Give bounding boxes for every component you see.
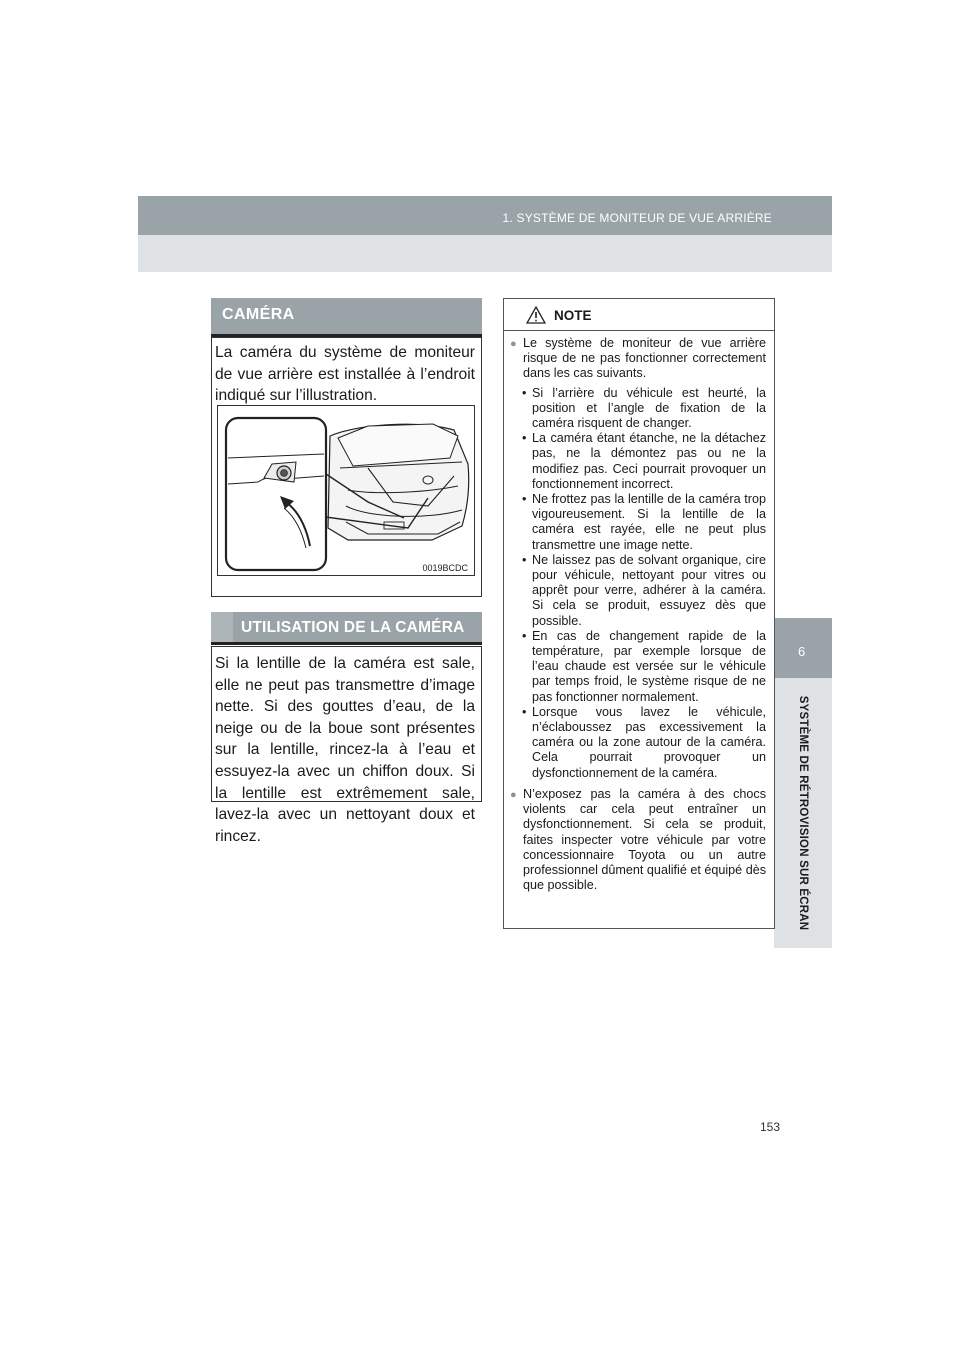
note-sub-list	[510, 386, 766, 781]
note-item	[510, 336, 766, 382]
section-title-camera: CAMÉRA	[222, 306, 295, 323]
illustration-code: 0019BCDC	[422, 563, 468, 573]
dot-icon: •	[522, 552, 527, 567]
car-rear-camera-drawing	[218, 406, 474, 575]
dot-icon: •	[522, 431, 527, 446]
note-sub-item: • Lorsque vous lavez le véhicule, n’éclaboussez pas excessivement la caméra ou la zone autour de la caméra. Cela pourrait provoquer un dysfonctionnement de la caméra.	[522, 704, 766, 780]
side-tab-label: SYSTÈME DE RÉTROVISION SUR ÉCRAN	[797, 695, 809, 931]
dot-icon: •	[522, 492, 527, 507]
note-item	[510, 787, 766, 893]
section-title-usage: UTILISATION DE LA CAMÉRA	[241, 619, 465, 636]
note-sub-item: • Ne laissez pas de solvant organique, cire pour véhicule, nettoyant pour vitres ou apprêt pour verre, adhérer à la caméra. Si cela se produit, essuyez dès que possible.	[522, 552, 766, 628]
note-item-text: N’exposez pas la caméra à des chocs violents car cela peut entraîner un dysfonctionnement. Si cela se produit, faites inspecter votre véhicule par votre concessionnaire Toyota ou un autre professionnel dûment qualifié et équipé dès que possible.	[523, 786, 766, 893]
note-header	[504, 299, 774, 331]
note-sub-item: • En cas de changement rapide de la température, par exemple lorsque de l’eau chaude est versée sur le véhicule par temps froid, le système risque de ne pas fonctionner normalement.	[522, 628, 766, 704]
note-sub-item: • Ne frottez pas la lentille de la caméra trop vigoureusement. Si la lentille de la caméra est rayée, elle ne peut plus transmettre une image nette.	[522, 492, 766, 552]
dot-icon: •	[522, 704, 527, 719]
note-sub-item: • La caméra étant étanche, ne la détachez pas, ne la démontez pas ou ne la modifiez pas. Ceci pourrait provoquer un fonctionnement incorrect.	[522, 431, 766, 491]
section-camera-box	[211, 337, 482, 597]
camera-description: La caméra du système de moniteur de vue arrière est installée à l’endroit indiqué sur l’illustration.	[215, 344, 475, 405]
note-title: NOTE	[554, 308, 592, 323]
bullet-icon: ●	[510, 788, 517, 801]
camera-location-illustration	[217, 405, 475, 576]
usage-description: Si la lentille de la caméra est sale, elle ne peut pas transmettre d’image nette. Si des gouttes d’eau, de la neige ou de la boue sont présentes sur la lentille, rincez-la à l’eau et essuyez-la avec un chiffon doux. Si la lentille est extrêmement sale, lavez-la avec un nettoyant doux et rincez.	[215, 655, 475, 845]
dot-icon: •	[522, 385, 527, 400]
warning-triangle-icon	[526, 306, 546, 324]
chapter-title: 1. SYSTÈME DE MONITEUR DE VUE ARRIÈRE	[502, 211, 772, 225]
header-bar	[138, 196, 832, 235]
note-box	[503, 298, 775, 929]
section-heading-camera	[211, 298, 482, 337]
note-sub-item: • Si l’arrière du véhicule est heurté, la position et l’angle de fixation de la caméra risquent de changer.	[522, 385, 766, 431]
header-subbar	[138, 235, 832, 272]
chapter-number: 6	[798, 644, 806, 659]
dot-icon: •	[522, 628, 527, 643]
section-usage-box	[211, 646, 482, 845]
bullet-icon: ●	[510, 338, 517, 350]
page-number: 153	[760, 1120, 781, 1134]
side-tab-chapter-number	[774, 618, 832, 678]
note-item-text: Le système de moniteur de vue arrière risque de ne pas fonctionner correctement dans les cas suivants.	[523, 336, 766, 381]
heading-marker	[211, 612, 233, 642]
note-body	[504, 331, 774, 893]
section-heading-usage	[211, 612, 482, 645]
